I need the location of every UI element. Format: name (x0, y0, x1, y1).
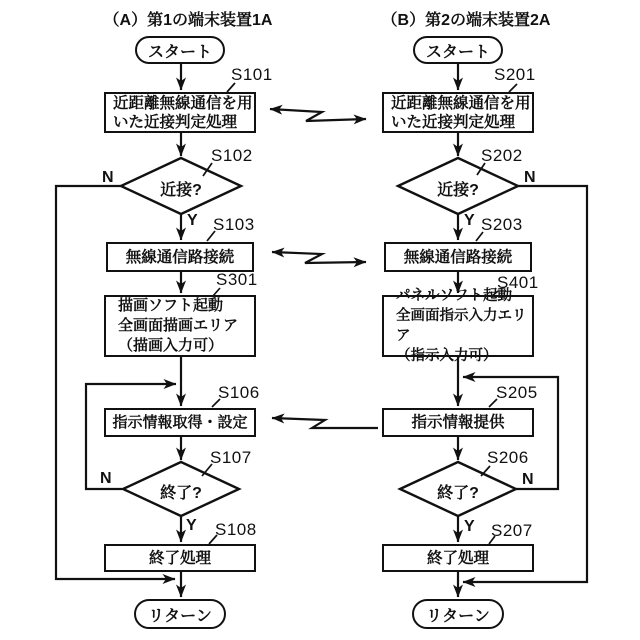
wireless-link-arrow-middle (272, 252, 366, 263)
step-label-s206: S206 (487, 448, 529, 467)
decision-text-s206: 終了? (437, 485, 479, 502)
branch-no-s102: N (102, 169, 114, 186)
branch-no-s206: N (522, 471, 534, 488)
branch-yes-s202: Y (464, 212, 475, 229)
terminator-start-left: スタート (135, 36, 225, 64)
terminator-return-right: リターン (412, 599, 504, 629)
process-box-s205: 指示情報提供 (382, 408, 534, 437)
branch-yes-s206: Y (464, 518, 475, 535)
wireless-link-arrow-lower (272, 418, 378, 428)
process-box-s207: 終了処理 (382, 544, 534, 572)
step-label-s203: S203 (481, 215, 523, 234)
step-label-s103: S103 (213, 215, 255, 234)
branch-no-s202: N (524, 169, 536, 186)
process-box-s401: パネルソフト起動 全画面指示入力エリア （指示入力可） (382, 295, 534, 357)
process-box-s101: 近距離無線通信を用 いた近接判定処理 (104, 92, 256, 133)
step-label-s101: S101 (231, 65, 273, 84)
step-label-s207: S207 (491, 521, 533, 540)
process-box-s301: 描画ソフト起動 全画面描画エリア （描画入力可） (104, 295, 256, 357)
process-box-s203: 無線通信路接続 (384, 242, 532, 272)
step-label-s107: S107 (210, 448, 252, 467)
column-title-device2: （B）第2の端末装置2A (381, 12, 551, 29)
decision-text-s202: 近接? (437, 182, 479, 199)
step-label-s401: S401 (497, 273, 539, 292)
decision-text-s107: 終了? (160, 485, 202, 502)
process-box-s108: 終了処理 (104, 544, 256, 572)
step-label-s301: S301 (216, 270, 258, 289)
step-label-s201: S201 (494, 65, 536, 84)
wireless-link-arrow-top (270, 109, 366, 121)
step-label-s202: S202 (481, 146, 523, 165)
branch-yes-s102: Y (187, 212, 198, 229)
step-label-s205: S205 (496, 383, 538, 402)
step-label-s106: S106 (218, 383, 260, 402)
process-box-s103: 無線通信路接続 (106, 242, 254, 272)
branch-no-s107: N (100, 470, 112, 487)
step-label-s102: S102 (211, 146, 253, 165)
branch-yes-s107: Y (186, 517, 197, 534)
terminator-return-left: リターン (134, 599, 226, 629)
terminator-start-right: スタート (413, 36, 503, 64)
decision-text-s102: 近接? (160, 182, 202, 199)
step-label-s108: S108 (215, 520, 257, 539)
process-box-s201: 近距離無線通信を用 いた近接判定処理 (382, 92, 534, 133)
process-box-s106: 指示情報取得・設定 (104, 408, 256, 437)
column-title-device1: （A）第1の端末装置1A (103, 12, 273, 29)
